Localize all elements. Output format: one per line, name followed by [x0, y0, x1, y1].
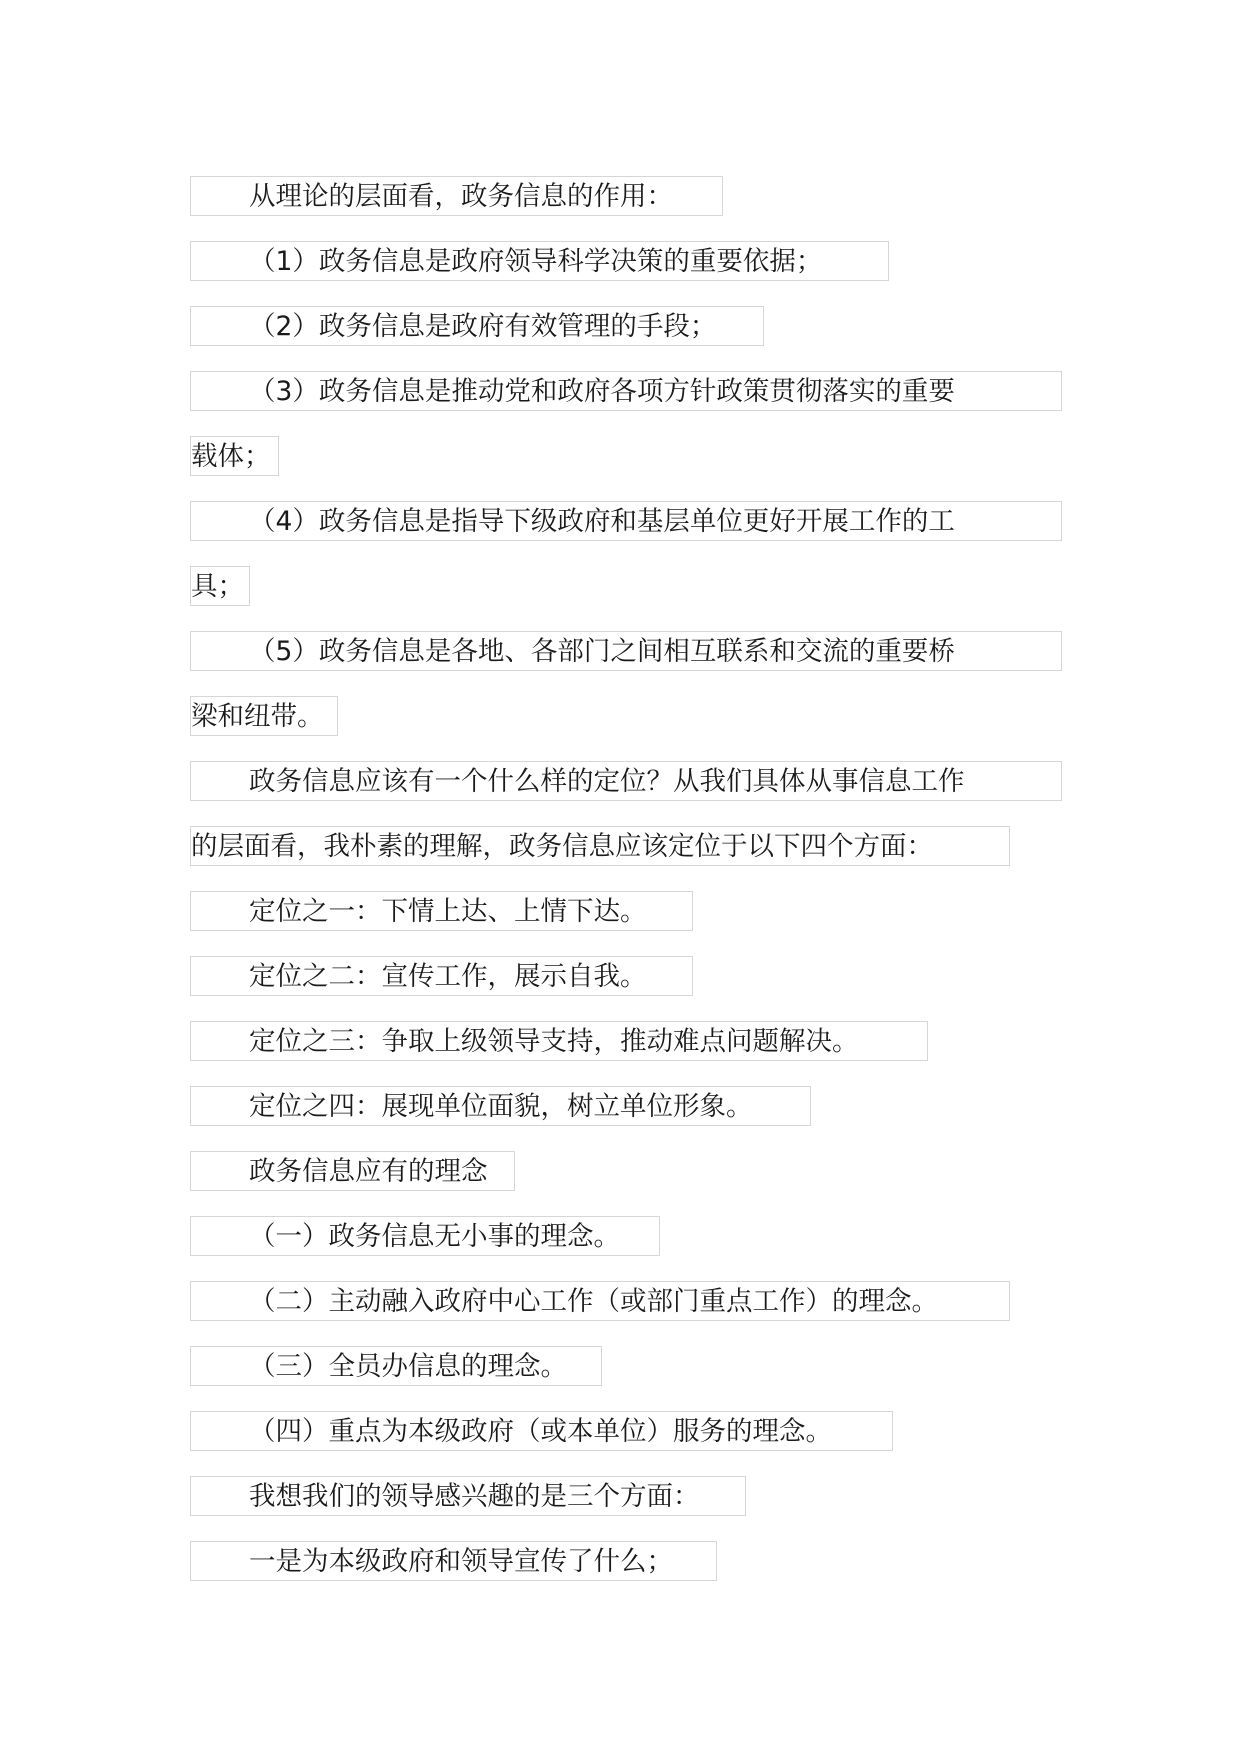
paragraph-line: （5）政务信息是各地、各部门之间相互联系和交流的重要桥: [190, 631, 1062, 671]
paragraph-line: （1）政务信息是政府领导科学决策的重要依据；: [190, 241, 889, 281]
paragraph-line: 的层面看，我朴素的理解，政务信息应该定位于以下四个方面：: [190, 826, 1010, 866]
paragraph-line: （一）政务信息无小事的理念。: [190, 1216, 660, 1256]
paragraph-line: 我想我们的领导感兴趣的是三个方面：: [190, 1476, 746, 1516]
paragraph-line: （三）全员办信息的理念。: [190, 1346, 602, 1386]
paragraph-line: 政务信息应该有一个什么样的定位？从我们具体从事信息工作: [190, 761, 1062, 801]
paragraph-line: 定位之二：宣传工作，展示自我。: [190, 956, 693, 996]
paragraph-line: 具；: [190, 566, 250, 606]
paragraph-line: （二）主动融入政府中心工作（或部门重点工作）的理念。: [190, 1281, 1010, 1321]
paragraph-line: 定位之三：争取上级领导支持，推动难点问题解决。: [190, 1021, 928, 1061]
paragraph-line: 载体；: [190, 436, 279, 476]
paragraph-line: 一是为本级政府和领导宣传了什么；: [190, 1541, 717, 1581]
paragraph-line: 从理论的层面看，政务信息的作用：: [190, 176, 723, 216]
paragraph-line: （3）政务信息是推动党和政府各项方针政策贯彻落实的重要: [190, 371, 1062, 411]
paragraph-line: 定位之一：下情上达、上情下达。: [190, 891, 693, 931]
paragraph-line: 梁和纽带。: [190, 696, 338, 736]
paragraph-line: （4）政务信息是指导下级政府和基层单位更好开展工作的工: [190, 501, 1062, 541]
paragraph-line: 定位之四：展现单位面貌，树立单位形象。: [190, 1086, 811, 1126]
paragraph-line: 政务信息应有的理念: [190, 1151, 515, 1191]
paragraph-line: （四）重点为本级政府（或本单位）服务的理念。: [190, 1411, 893, 1451]
paragraph-line: （2）政务信息是政府有效管理的手段；: [190, 306, 764, 346]
